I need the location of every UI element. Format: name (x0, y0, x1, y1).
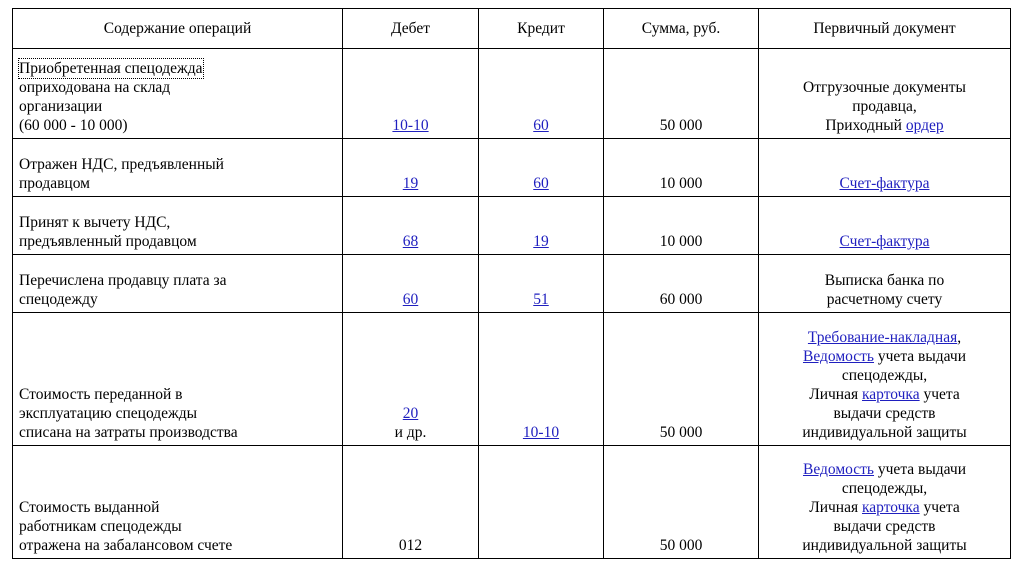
document-text: Личная (809, 386, 862, 403)
credit-cell (479, 49, 604, 139)
document-link-card[interactable]: карточка (862, 499, 920, 516)
debit-cell (343, 197, 479, 255)
debit-cell (343, 255, 479, 313)
credit-account-link[interactable]: 19 (533, 233, 549, 250)
document-text: расчетному счету (826, 291, 943, 308)
document-text: индивидуальной защиты (802, 537, 967, 554)
operation-cell (13, 197, 343, 255)
credit-account-link[interactable]: 10-10 (522, 424, 560, 441)
header-sum: Сумма, руб. (604, 9, 759, 49)
operation-line: организации (19, 98, 103, 115)
document-text: Отгрузочные документы (803, 79, 966, 96)
header-credit: Кредит (479, 9, 604, 49)
document-line (765, 498, 1004, 517)
document-cell (759, 446, 1011, 559)
table-row (13, 49, 1011, 139)
sum-cell: 50 000 (604, 49, 759, 139)
document-cell (759, 49, 1011, 139)
operation-cell (13, 446, 343, 559)
sum-cell: 60 000 (604, 255, 759, 313)
header-document: Первичный документ (759, 9, 1011, 49)
operation-line: продавцом (19, 175, 90, 192)
header-row (13, 9, 1011, 49)
document-text: выдачи средств (833, 518, 936, 535)
debit-cell (343, 139, 479, 197)
document-link-statement[interactable]: Ведомость (802, 461, 875, 478)
document-text: выдачи средств (833, 405, 936, 422)
debit-account-link[interactable]: 10-10 (392, 117, 429, 134)
operation-line: эксплуатацию спецодежды (19, 405, 198, 422)
debit-cell: 012 (343, 446, 479, 559)
debit-cell (343, 49, 479, 139)
credit-account-link[interactable]: 60 (533, 117, 549, 134)
document-link-invoice[interactable]: Счет-фактура (839, 233, 930, 250)
operation-line: Принят к вычету НДС, (19, 214, 171, 231)
operation-line: списана на затраты производства (19, 424, 238, 441)
credit-cell (479, 446, 604, 559)
table-row (13, 255, 1011, 313)
document-text: индивидуальной защиты (802, 424, 967, 441)
operation-line: Приобретенная спецодежда (19, 60, 203, 77)
operation-line: Стоимость переданной в (19, 386, 183, 403)
credit-cell (479, 139, 604, 197)
credit-account-link[interactable]: 51 (533, 291, 549, 308)
document-line (765, 460, 1004, 479)
document-text: , (957, 329, 962, 346)
sum-cell: 10 000 (604, 139, 759, 197)
document-cell (759, 313, 1011, 446)
operation-line: оприходована на склад (19, 79, 171, 96)
document-text: учета выдачи (874, 348, 967, 365)
sum-cell: 10 000 (604, 197, 759, 255)
debit-account-link[interactable]: 20 (402, 405, 419, 422)
document-text: Выписка банка по (824, 272, 945, 289)
document-line (765, 116, 1004, 135)
document-link-statement[interactable]: Ведомость (802, 348, 875, 365)
credit-cell (479, 255, 604, 313)
operation-line: (60 000 - 10 000) (19, 117, 128, 134)
document-text: учета (919, 499, 960, 516)
operation-line: спецодежду (19, 291, 98, 308)
document-text: Личная (809, 499, 862, 516)
document-link-card[interactable]: карточка (862, 386, 920, 403)
credit-cell (479, 313, 604, 446)
document-link-invoice[interactable]: Счет-фактура (839, 175, 930, 192)
document-cell (759, 197, 1011, 255)
debit-extra: и др. (394, 424, 427, 441)
operation-line: Стоимость выданной (19, 499, 160, 516)
document-cell (759, 255, 1011, 313)
operation-line: отражена на забалансовом счете (19, 537, 233, 554)
credit-account-link[interactable]: 60 (533, 175, 549, 192)
table-row (13, 139, 1011, 197)
document-text: спецодежды, (841, 480, 928, 497)
debit-cell (343, 313, 479, 446)
operation-line: предъявленный продавцом (19, 233, 197, 250)
credit-cell (479, 197, 604, 255)
document-cell (759, 139, 1011, 197)
document-line (765, 328, 1004, 347)
debit-account-link[interactable]: 19 (402, 175, 419, 192)
sum-cell: 50 000 (604, 313, 759, 446)
operations-table (12, 8, 1011, 559)
operation-cell (13, 313, 343, 446)
operation-line: Отражен НДС, предъявленный (19, 156, 224, 173)
document-text: учета (919, 386, 960, 403)
debit-account-link[interactable]: 68 (402, 233, 419, 250)
document-link-order[interactable]: ордер (905, 117, 944, 134)
header-debit: Дебет (343, 9, 479, 49)
operation-cell (13, 255, 343, 313)
document-line (765, 347, 1004, 366)
debit-account-link[interactable]: 60 (402, 291, 419, 308)
table-row (13, 197, 1011, 255)
table-row (13, 313, 1011, 446)
operation-line: Перечислена продавцу плата за (19, 272, 227, 289)
document-text: учета выдачи (874, 461, 967, 478)
document-text: Приходный (825, 117, 906, 134)
document-text: продавца, (852, 98, 917, 115)
table-row (13, 446, 1011, 559)
sum-cell: 50 000 (604, 446, 759, 559)
operation-cell (13, 49, 343, 139)
document-text: спецодежды, (841, 367, 928, 384)
operation-cell (13, 139, 343, 197)
header-operation: Содержание операций (13, 9, 343, 49)
operation-line: работникам спецодежды (19, 518, 182, 535)
document-line (765, 385, 1004, 404)
document-link-requisition[interactable]: Требование-накладная (807, 329, 958, 346)
